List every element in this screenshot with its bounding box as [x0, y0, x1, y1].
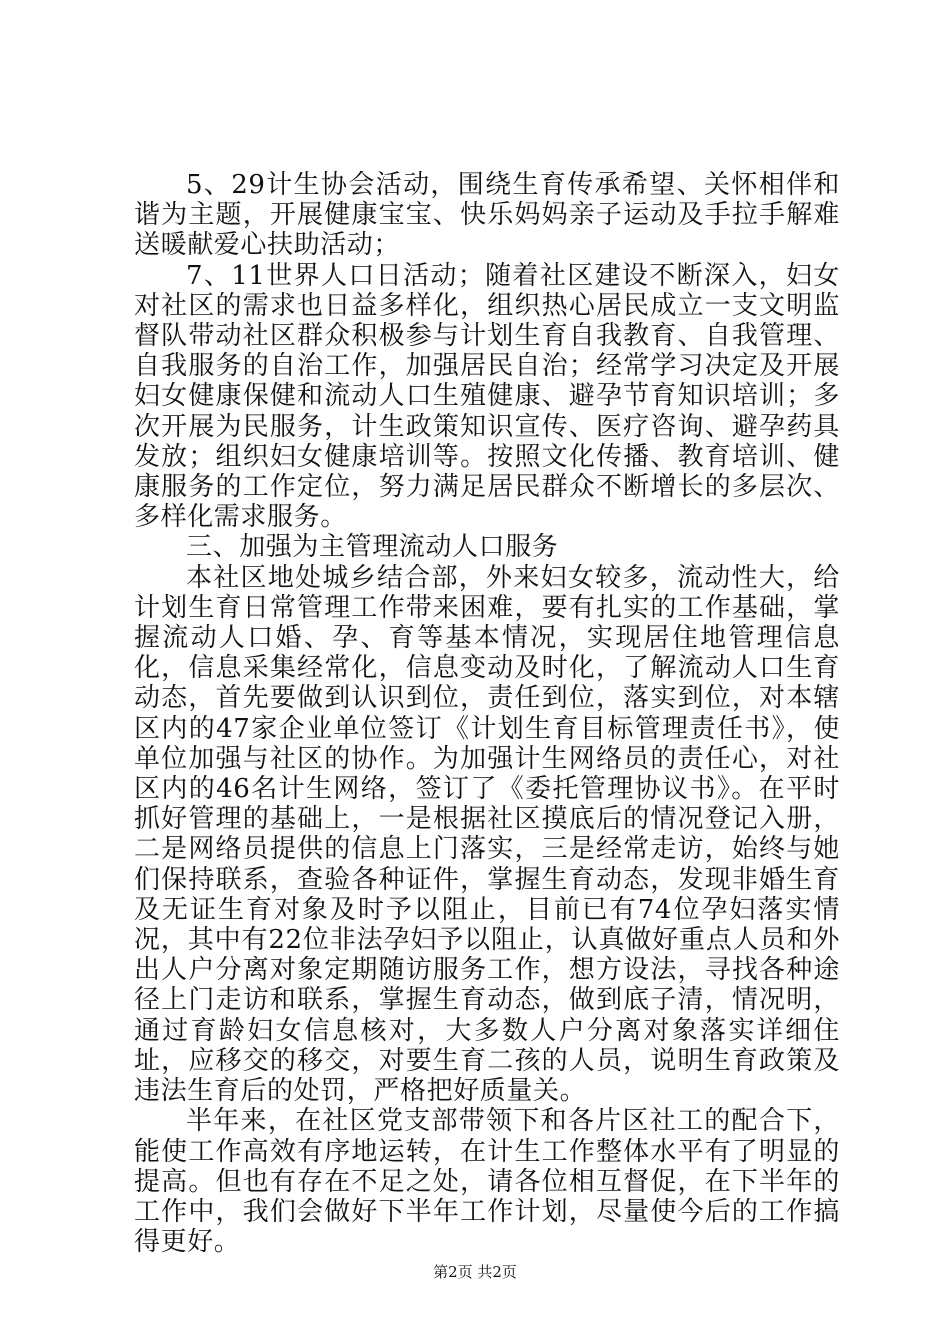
paragraph-floating-population: 本社区地处城乡结合部，外来妇女较多，流动性大，给计划生育日常管理工作带来困难，要有扎实的工作基础，掌握流动人口婚、孕、育等基本情况，实现居住地管理信息化，信息采集经常化，信息变动及时化，了解流动人口生育动态，首先要做到认识到位，责任到位，落实到位，对本辖区内的47家企业单位签订《计划生育目标管理责任书》，使单位加强与社区的协作。为加强计生网络员的责任心，对社区内的46名计生网络，签订了《委托管理协议书》。在平时抓好管理的基础上，一是根据社区摸底后的情况登记入册，二是网络员提供的信息上门落实，三是经常走访，始终与她们保持联系，查验各种证件，掌握生育动态，发现非婚生育及无证生育对象及时予以阻止，目前已有74位孕妇落实情况，其中有22位非法孕妇予以阻止，认真做好重点人员和外出人户分离对象定期随访服务工作，想方设法，寻找各种途径上门走访和联系，掌握生育动态，做到底子清，情况明，通过育龄妇女信息核对，大多数人户分离对象落实详细住址，应移交的移交，对要生育二孩的人员，说明生育政策及违法生育后的处罚，严格把好质量关。 [134, 562, 840, 1107]
section-heading-floating-population: 三、加强为主管理流动人口服务 [186, 532, 559, 563]
page-footer: 第2页 共2页 [433, 1263, 517, 1281]
document-body [134, 170, 840, 1257]
paragraph-activity-711: 7、11世界人口日活动；随着社区建设不断深入，妇女对社区的需求也日益多样化，组织热心居民成立一支文明监督队带动社区群众积极参与计划生育自我教育、自我管理、自我服务的自治工作，加强居民自治；经常学习决定及开展妇女健康保健和流动人口生殖健康、避孕节育知识培训；多次开展为民服务，计生政策知识宣传、医疗咨询、避孕药具发放；组织妇女健康培训等。按照文化传播、教育培训、健康服务的工作定位，努力满足居民群众不断增长的多层次、多样化需求服务。 [134, 260, 840, 533]
paragraph-activity-529: 5、29计生协会活动，围绕生育传承希望、关怀相伴和谐为主题，开展健康宝宝、快乐妈妈亲子运动及手拉手解难送暖献爱心扶助活动； [134, 170, 840, 261]
paragraph-half-year-summary: 半年来，在社区党支部带领下和各片区社工的配合下，能使工作高效有序地运转，在计生工作整体水平有了明显的提高。但也有存在不足之处，请各位相互督促，在下半年的工作中，我们会做好下半年工作计划，尽量使今后的工作搞得更好。 [134, 1106, 840, 1258]
